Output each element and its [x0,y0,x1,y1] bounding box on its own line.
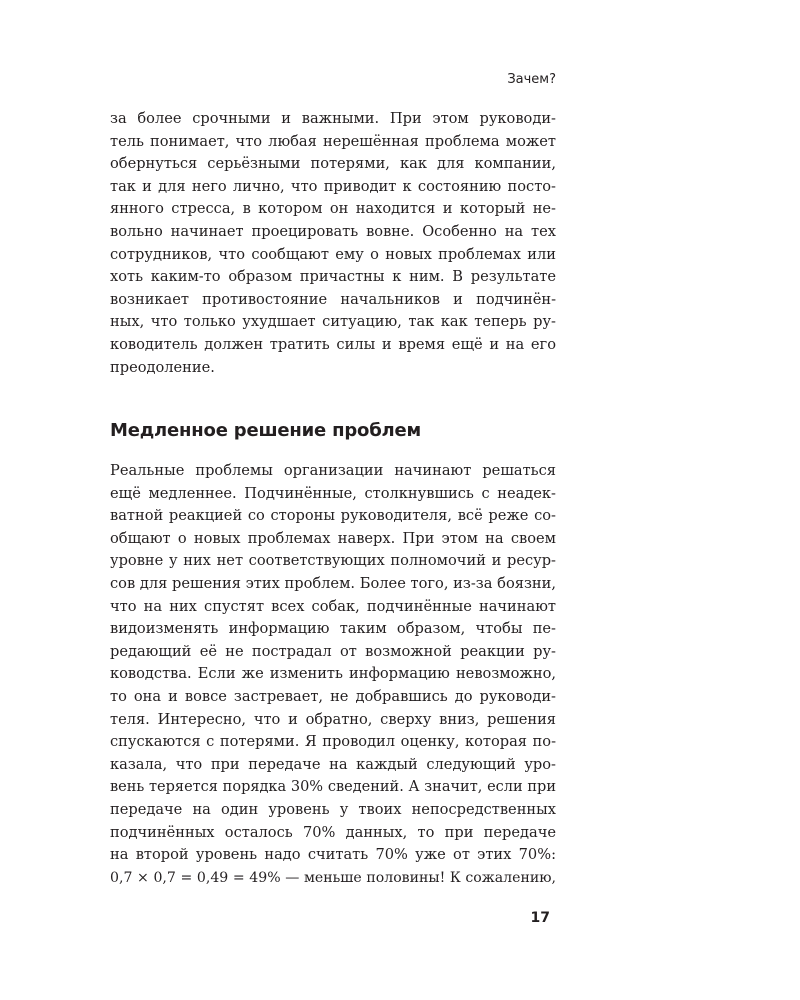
text-line: сотрудников, что сообщают ему о новых проблемах или [110,245,556,263]
running-header: Зачем? [507,72,556,87]
text-line: казала, что при передаче на каждый следующий уро- [110,755,556,773]
text-line: редающий её не пострадал от возможной реакции ру- [110,642,556,660]
text-line: видоизменять информацию таким образом, чтобы пе- [110,620,556,638]
text-line: что на них спустят всех собак, подчинённые начинают [110,597,556,615]
text-line: вень теряется порядка 30% сведений. А значит, если при [110,779,556,796]
section-heading: Медленное решение проблем [110,420,422,441]
text-line: на второй уровень надо считать 70% уже от этих 70%: [110,846,556,864]
text-line: обернуться серьёзными потерями, как для компании, [110,155,556,173]
text-line: так и для него лично, что приводит к состоянию посто- [110,177,556,195]
text-line: подчинённых осталось 70% данных, то при передаче [110,823,556,841]
text-line: ватной реакцией со стороны руководителя, всё реже со- [110,507,556,525]
text-line: преодоление. [110,358,215,376]
text-line: возникает противостояние начальников и подчинён- [110,290,556,308]
text-line: ещё медленнее. Подчинённые, столкнувшись с неадек- [110,484,556,502]
text-line: 0,7 × 0,7 = 0,49 = 49% — меньше половины! К сожалению, [110,869,556,886]
text-line: вольно начинает проецировать вовне. Особенно на тех [110,222,556,240]
text-line: янного стресса, в котором он находится и который не- [110,200,556,218]
text-line: хоть каким-то образом причастны к ним. В результате [110,268,556,286]
text-line: уровне у них нет соответствующих полномочий и ресур- [110,552,556,570]
paragraph-main [110,460,556,889]
paragraph-continuation [110,108,556,379]
text-line: общают о новых проблемах наверх. При этом на своем [110,529,556,547]
text-line: передаче на один уровень у твоих непосредственных [110,800,556,818]
text-line: то она и вовсе застревает, не добравшись до руководи- [110,687,556,705]
text-line: теля. Интересно, что и обратно, сверху вниз, решения [110,710,556,728]
text-line: сов для решения этих проблем. Более того, из-за боязни, [110,574,556,592]
text-line: ководитель должен тратить силы и время ещё и на его [110,335,556,353]
text-line: ных, что только ухудшает ситуацию, так как теперь ру- [110,313,556,331]
text-line: за более срочными и важными. При этом руководи- [110,110,556,127]
text-line: спускаются с потерями. Я проводил оценку, которая по- [110,733,556,751]
page-number: 17 [530,910,550,926]
text-line: тель понимает, что любая нерешённая проблема может [110,132,556,150]
text-line: Реальные проблемы организации начинают решаться [110,462,556,479]
text-line: ководства. Если же изменить информацию невозможно, [110,665,556,683]
